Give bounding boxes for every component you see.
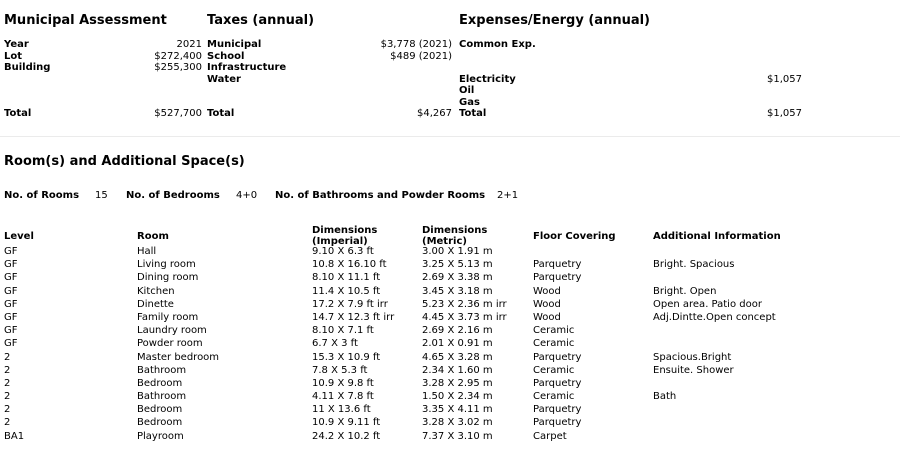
room-additional-info: Open area. Patio door <box>653 298 762 310</box>
taxes-municipal-label: Municipal <box>207 39 262 50</box>
taxes-total-label: Total <box>207 108 235 119</box>
room-dimensions-metric: 4.65 X 3.28 m <box>422 351 493 363</box>
room-dimensions-imperial: 6.7 X 3 ft <box>312 338 358 350</box>
taxes-infrastructure-label: Infrastructure <box>207 62 287 73</box>
room-level: 2 <box>4 404 11 416</box>
room-floor-covering: Parquetry <box>533 259 582 271</box>
room-dimensions-imperial: 14.7 X 12.3 ft irr <box>312 311 395 323</box>
room-name: Playroom <box>137 430 184 442</box>
room-floor-covering: Ceramic <box>533 364 575 376</box>
room-name: Dinette <box>137 298 174 310</box>
assessment-total-value: $527,700 <box>154 108 202 119</box>
assessment-building-label: Building <box>4 62 51 73</box>
room-dimensions-metric: 4.45 X 3.73 m irr <box>422 311 507 323</box>
room-level: GF <box>4 325 18 337</box>
room-additional-info: Bath <box>653 391 677 403</box>
table-row <box>4 417 884 430</box>
taxes-title: Taxes (annual) <box>207 13 315 28</box>
room-floor-covering: Ceramic <box>533 391 575 403</box>
assessment-year-label: Year <box>4 39 29 50</box>
room-dimensions-imperial: 8.10 X 7.1 ft <box>312 325 374 337</box>
section-divider <box>0 136 900 137</box>
table-row <box>4 286 884 299</box>
expenses-gas-label: Gas <box>459 97 480 108</box>
room-dimensions-metric: 3.35 X 4.11 m <box>422 404 493 416</box>
table-row <box>4 272 884 285</box>
room-floor-covering: Parquetry <box>533 417 582 429</box>
column-header-dim-metric-unit: (Metric) <box>422 236 467 247</box>
room-level: GF <box>4 285 18 297</box>
table-row <box>4 431 884 444</box>
room-level: 2 <box>4 391 11 403</box>
room-name: Master bedroom <box>137 351 220 363</box>
room-dimensions-metric: 3.28 X 3.02 m <box>422 417 493 429</box>
num-bathrooms-value: 2+1 <box>497 190 519 201</box>
num-bedrooms-value: 4+0 <box>236 190 258 201</box>
room-level: GF <box>4 298 18 310</box>
room-dimensions-imperial: 24.2 X 10.2 ft <box>312 430 381 442</box>
table-row <box>4 391 884 404</box>
table-row <box>4 365 884 378</box>
room-dimensions-imperial: 10.9 X 9.11 ft <box>312 417 381 429</box>
taxes-school-value: $489 (2021) <box>390 51 452 62</box>
room-floor-covering: Ceramic <box>533 325 575 337</box>
num-bedrooms-label: No. of Bedrooms <box>126 190 220 201</box>
room-dimensions-imperial: 15.3 X 10.9 ft <box>312 351 381 363</box>
column-header-dim-metric: Dimensions <box>422 225 488 236</box>
room-level: GF <box>4 311 18 323</box>
expenses-electricity-value: $1,057 <box>767 74 802 85</box>
expenses-title: Expenses/Energy (annual) <box>459 13 651 28</box>
room-dimensions-metric: 3.45 X 3.18 m <box>422 285 493 297</box>
room-name: Bathroom <box>137 364 187 376</box>
room-floor-covering: Wood <box>533 311 561 323</box>
room-floor-covering: Carpet <box>533 430 567 442</box>
room-dimensions-imperial: 10.8 X 16.10 ft <box>312 259 387 271</box>
room-level: GF <box>4 272 18 284</box>
room-name: Bedroom <box>137 417 183 429</box>
room-level: 2 <box>4 364 11 376</box>
column-header-dim-imperial: Dimensions <box>312 225 378 236</box>
expenses-total-value: $1,057 <box>767 108 802 119</box>
room-dimensions-metric: 2.69 X 2.16 m <box>422 325 493 337</box>
table-row <box>4 312 884 325</box>
room-floor-covering: Parquetry <box>533 377 582 389</box>
room-dimensions-metric: 3.00 X 1.91 m <box>422 246 493 257</box>
taxes-total-value: $4,267 <box>417 108 452 119</box>
room-floor-covering: Wood <box>533 298 561 310</box>
room-name: Kitchen <box>137 285 175 297</box>
assessment-total-label: Total <box>4 108 32 119</box>
table-row <box>4 352 884 365</box>
room-additional-info: Spacious.Bright <box>653 351 732 363</box>
room-dimensions-metric: 3.25 X 5.13 m <box>422 259 493 271</box>
room-level: 2 <box>4 417 11 429</box>
expenses-oil-label: Oil <box>459 85 475 96</box>
table-row <box>4 246 884 259</box>
room-floor-covering: Ceramic <box>533 338 575 350</box>
room-dimensions-imperial: 8.10 X 11.1 ft <box>312 272 381 284</box>
room-level: BA1 <box>4 430 25 442</box>
num-bathrooms-label: No. of Bathrooms and Powder Rooms <box>275 190 486 201</box>
num-rooms-value: 15 <box>95 190 108 201</box>
taxes-municipal-value: $3,778 (2021) <box>380 39 452 50</box>
room-name: Dining room <box>137 272 199 284</box>
room-name: Hall <box>137 246 157 257</box>
room-name: Bathroom <box>137 391 187 403</box>
table-row <box>4 259 884 272</box>
room-level: 2 <box>4 377 11 389</box>
room-dimensions-imperial: 4.11 X 7.8 ft <box>312 391 374 403</box>
room-additional-info: Ensuite. Shower <box>653 364 734 376</box>
room-name: Laundry room <box>137 325 207 337</box>
room-name: Powder room <box>137 338 203 350</box>
expenses-common-label: Common Exp. <box>459 39 536 50</box>
taxes-school-label: School <box>207 51 245 62</box>
assessment-year-value: 2021 <box>176 39 202 50</box>
assessment-lot-label: Lot <box>4 51 23 62</box>
room-dimensions-metric: 5.23 X 2.36 m irr <box>422 298 507 310</box>
room-floor-covering: Parquetry <box>533 272 582 284</box>
room-name: Living room <box>137 259 196 271</box>
room-dimensions-metric: 3.28 X 2.95 m <box>422 377 493 389</box>
room-name: Bedroom <box>137 404 183 416</box>
room-additional-info: Bright. Open <box>653 285 717 297</box>
rooms-section-title: Room(s) and Additional Space(s) <box>4 154 245 169</box>
room-floor-covering: Wood <box>533 285 561 297</box>
table-row <box>4 325 884 338</box>
expenses-total-label: Total <box>459 108 487 119</box>
assessment-building-value: $255,300 <box>154 62 202 73</box>
assessment-lot-value: $272,400 <box>154 51 202 62</box>
table-row <box>4 378 884 391</box>
rooms-table <box>4 246 884 444</box>
room-name: Bedroom <box>137 377 183 389</box>
room-floor-covering: Parquetry <box>533 404 582 416</box>
expenses-electricity-label: Electricity <box>459 74 516 85</box>
room-floor-covering: Parquetry <box>533 351 582 363</box>
table-row <box>4 404 884 417</box>
column-header-additional-info: Additional Information <box>653 231 781 242</box>
taxes-water-label: Water <box>207 74 241 85</box>
room-dimensions-metric: 2.01 X 0.91 m <box>422 338 493 350</box>
room-additional-info: Bright. Spacious <box>653 259 735 271</box>
room-dimensions-metric: 2.69 X 3.38 m <box>422 272 493 284</box>
room-dimensions-metric: 7.37 X 3.10 m <box>422 430 493 442</box>
room-level: 2 <box>4 351 11 363</box>
room-dimensions-imperial: 11.4 X 10.5 ft <box>312 285 381 297</box>
room-level: GF <box>4 338 18 350</box>
room-dimensions-metric: 2.34 X 1.60 m <box>422 364 493 376</box>
room-dimensions-imperial: 11 X 13.6 ft <box>312 404 371 416</box>
room-level: GF <box>4 259 18 271</box>
column-header-floor-covering: Floor Covering <box>533 231 616 242</box>
num-rooms-label: No. of Rooms <box>4 190 80 201</box>
room-additional-info: Adj.Dintte.Open concept <box>653 311 776 323</box>
column-header-dim-imperial-unit: (Imperial) <box>312 236 368 247</box>
room-dimensions-imperial: 10.9 X 9.8 ft <box>312 377 374 389</box>
column-header-room: Room <box>137 231 169 242</box>
room-dimensions-imperial: 17.2 X 7.9 ft irr <box>312 298 388 310</box>
assessment-title: Municipal Assessment <box>4 13 167 28</box>
column-header-level: Level <box>4 231 34 242</box>
room-name: Family room <box>137 311 199 323</box>
room-dimensions-metric: 1.50 X 2.34 m <box>422 391 493 403</box>
table-row <box>4 299 884 312</box>
room-level: GF <box>4 246 18 257</box>
room-dimensions-imperial: 9.10 X 6.3 ft <box>312 246 374 257</box>
room-dimensions-imperial: 7.8 X 5.3 ft <box>312 364 368 376</box>
table-row <box>4 338 884 351</box>
